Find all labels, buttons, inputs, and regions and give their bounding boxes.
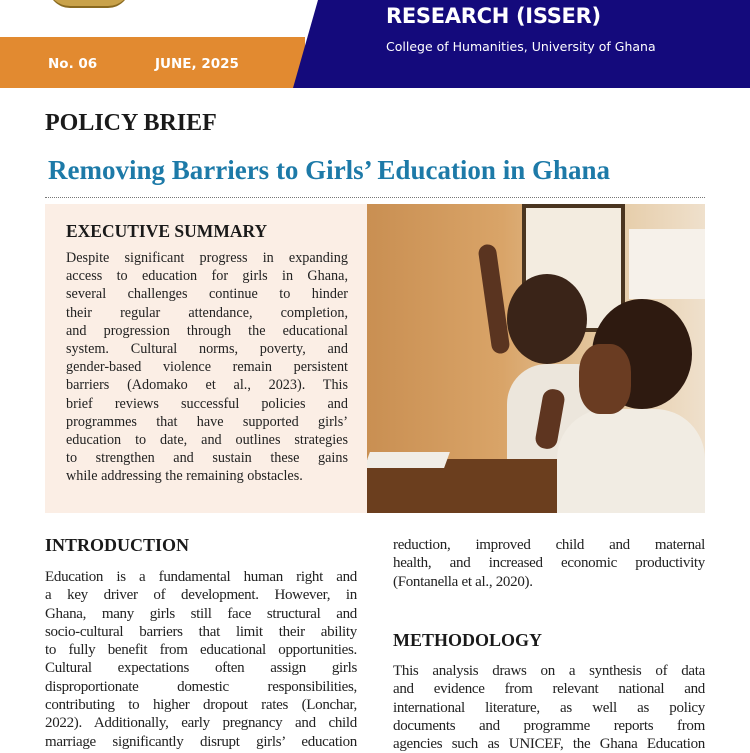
text-line: gender-based violence remain persistent: [66, 359, 348, 376]
issue-date: JUNE, 2025: [155, 56, 239, 72]
text-line: health, and increased economic productivity: [393, 555, 705, 572]
text-line: Ghana, many girls still face structural and: [45, 605, 357, 622]
introduction-heading: INTRODUCTION: [45, 535, 190, 555]
introduction-text: [45, 568, 357, 751]
executive-summary-heading: EXECUTIVE SUMMARY: [66, 221, 268, 241]
text-line: (Fontanella et al., 2020).: [393, 573, 533, 590]
college-name: College of Humanities, University of Ghana: [386, 39, 656, 54]
text-line: system. Cultural norms, poverty, and: [66, 341, 348, 358]
text-line: and progression through the educational: [66, 322, 348, 339]
institute-name: RESEARCH (ISSER): [386, 4, 601, 28]
document-title: Removing Barriers to Girls’ Education in Ghana: [48, 155, 611, 185]
text-line: disproportionate domestic responsibilities,: [45, 678, 357, 695]
dotted-divider: [45, 197, 705, 198]
text-line: marriage significantly disrupt girls’ education: [45, 733, 357, 750]
text-line: agencies such as UNICEF, the Ghana Education: [393, 736, 705, 753]
text-line: This analysis draws on a synthesis of data: [393, 663, 705, 679]
text-line: several challenges continue to hinder: [66, 286, 348, 303]
text-line: education to date, and outlines strategies: [66, 432, 348, 449]
text-line: Despite significant progress in expanding: [66, 250, 348, 266]
text-line: Cultural expectations often assign girls: [45, 660, 357, 677]
text-line: to strengthen and sustain these gains: [66, 450, 348, 467]
text-line: socio-cultural barriers that limit their ability: [45, 623, 357, 640]
text-line: brief reviews successful policies and: [66, 395, 348, 412]
methodology-heading: METHODOLOGY: [393, 630, 543, 650]
text-line: documents and programme reports from: [393, 717, 705, 734]
girl-front-face: [579, 344, 631, 414]
text-line: and evidence from relevant national and: [393, 681, 705, 698]
executive-summary-box: [45, 204, 367, 513]
text-line: programmes that have supported girls’: [66, 413, 348, 430]
paper: [367, 452, 450, 468]
text-line: Education is a fundamental human right and: [45, 569, 357, 585]
text-line: to fully benefit from educational opportunities.: [45, 642, 357, 659]
text-line: a key driver of development. However, in: [45, 587, 357, 604]
introduction-text-continued: [393, 536, 705, 591]
document-type: POLICY BRIEF: [45, 110, 217, 136]
text-line: international literature, as well as policy: [393, 699, 705, 716]
university-logo: [48, 0, 130, 8]
text-line: barriers (Adomako et al., 2023). This: [66, 377, 348, 394]
raised-arm: [477, 243, 510, 354]
executive-summary-text: [66, 249, 348, 486]
text-line: reduction, improved child and maternal: [393, 537, 705, 553]
girls-in-classroom-photo: [367, 204, 705, 513]
text-line: 2022). Additionally, early pregnancy and child: [45, 715, 357, 732]
issue-band: [0, 37, 305, 88]
text-line: access to education for girls in Ghana,: [66, 268, 348, 285]
girl-front-uniform: [557, 409, 705, 513]
issue-number: No. 06: [48, 56, 98, 72]
girl-back-head: [507, 274, 587, 364]
methodology-text: [393, 662, 705, 753]
text-line: their regular attendance, completion,: [66, 304, 348, 321]
text-line: contributing to higher dropout rates (Lonchar,: [45, 697, 357, 714]
text-line: while addressing the remaining obstacles.: [66, 468, 303, 485]
window-light: [629, 229, 705, 299]
